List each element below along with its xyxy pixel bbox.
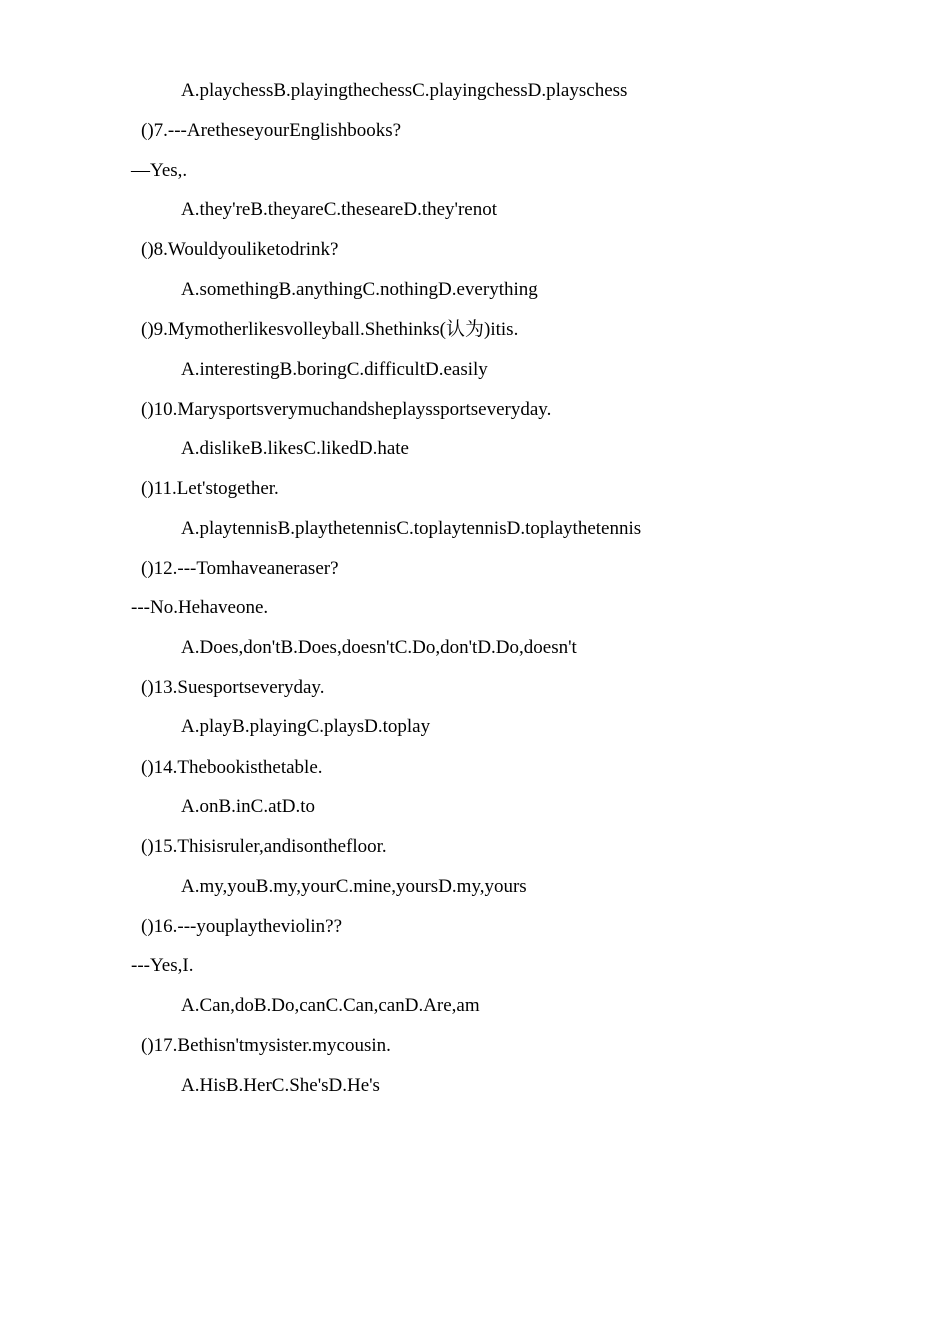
q12-answer-line: ---No.Hehaveone. bbox=[131, 597, 269, 618]
q10-question: ()10.Marysportsverymuchandsheplayssportseveryday. bbox=[141, 399, 552, 420]
q17-options: A.HisB.HerC.She'sD.He's bbox=[181, 1075, 380, 1096]
q11-options: A.playtennisB.playthetennisC.toplaytennisD.toplaythetennis bbox=[181, 518, 642, 539]
q17-question: ()17.Bethisn'tmysister.mycousin. bbox=[141, 1035, 391, 1056]
q14-question: ()14.Thebookisthetable. bbox=[141, 757, 323, 778]
q9-options: A.interestingB.boringC.difficultD.easily bbox=[181, 359, 488, 380]
q12-options: A.Does,don'tB.Does,doesn'tC.Do,don'tD.Do,doesn't bbox=[181, 637, 577, 658]
q14-options: A.onB.inC.atD.to bbox=[181, 796, 316, 817]
q16-answer-line: ---Yes,I. bbox=[131, 955, 194, 976]
q8-question: ()8.Wouldyouliketodrink? bbox=[141, 239, 339, 260]
q16-question: ()16.---youplaytheviolin?? bbox=[141, 916, 343, 937]
q7-question: ()7.---AretheseyourEnglishbooks? bbox=[141, 120, 402, 141]
q16-options: A.Can,doB.Do,canC.Can,canD.Are,am bbox=[181, 995, 480, 1016]
q6-options: A.playchessB.playingthechessC.playingchessD.playschess bbox=[181, 80, 628, 101]
q12-question: ()12.---Tomhaveaneraser? bbox=[141, 558, 339, 579]
q9-question: ()9.Mymotherlikesvolleyball.Shethinks(认为)itis. bbox=[141, 319, 519, 340]
q13-options: A.playB.playingC.playsD.toplay bbox=[181, 716, 431, 737]
q7-answer-line: —Yes,. bbox=[131, 160, 188, 181]
q11-question: ()11.Let'stogether. bbox=[141, 478, 279, 499]
q7-options: A.they'reB.theyareC.theseareD.they'renot bbox=[181, 199, 497, 220]
q13-question: ()13.Suesportseveryday. bbox=[141, 677, 325, 698]
q15-question: ()15.Thisisruler,andisonthefloor. bbox=[141, 836, 387, 857]
q15-options: A.my,youB.my,yourC.mine,yoursD.my,yours bbox=[181, 876, 527, 897]
q8-options: A.somethingB.anythingC.nothingD.everything bbox=[181, 279, 538, 300]
q10-options: A.dislikeB.likesC.likedD.hate bbox=[181, 438, 409, 459]
